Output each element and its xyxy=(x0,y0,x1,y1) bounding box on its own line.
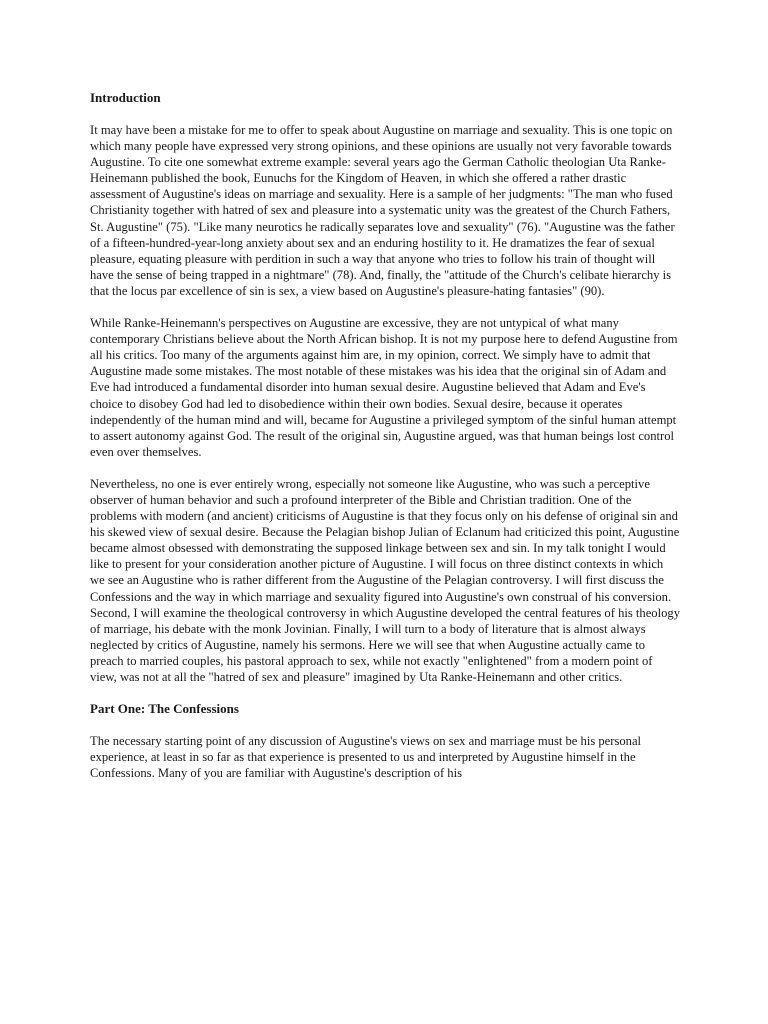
section-heading-part-one: Part One: The Confessions xyxy=(90,701,239,717)
document-page xyxy=(90,90,680,797)
paragraph-intro-1: It may have been a mistake for me to offer to speak about Augustine on marriage and sexuality. This is one topic on which many people have expressed very strong opinions, and these opinions are usually not very favorable towards Augustine. To cite one somewhat extreme example: several years ago the German Catholic theologian Uta Ranke-Heinemann published the book, Eunuchs for the Kingdom of Heaven, in which she offered a rather drastic assessment of Augustine's ideas on marriage and sexuality. Here is a sample of her judgments: "The man who fused Christianity together with hatred of sex and pleasure into a systematic unity was the greatest of the Church Fathers, St. Augustine" (75). "Like many neurotics he radically separates love and sexuality" (76). "Augustine was the father of a fifteen-hundred-year-long anxiety about sex and an enduring hostility to it. He dramatizes the fear of sexual pleasure, equating pleasure with perdition in such a way that anyone who tries to follow his train of thought will have the sense of being trapped in a nightmare" (78). And, finally, the "attitude of the Church's celibate hierarchy is that the locus par excellence of sin is sex, a view based on Augustine's pleasure-hating fantasies" (90). xyxy=(90,123,675,298)
paragraph-intro-2: While Ranke-Heinemann's perspectives on Augustine are excessive, they are not untypical of what many contemporary Christians believe about the North African bishop. It is not my purpose here to defend Augustine from all his critics. Too many of the arguments against him are, in my opinion, correct. We simply have to admit that Augustine made some mistakes. The most notable of these mistakes was his idea that the original sin of Adam and Eve had introduced a fundamental disorder into human sexual desire. Augustine believed that Adam and Eve's choice to disobey God had led to disobedience within their own bodies. Sexual desire, because it operates independently of the human mind and will, became for Augustine a privileged symptom of the sinful human attempt to assert autonomy against God. The result of the original sin, Augustine argued, was that human beings lost control even over themselves. xyxy=(90,316,678,459)
section-heading-introduction: Introduction xyxy=(90,90,161,105)
paragraph-intro-3: Nevertheless, no one is ever entirely wrong, especially not someone like Augustine, who was such a perceptive observer of human behavior and such a profound interpreter of the Bible and Christian tradition. One of the problems with modern (and ancient) criticisms of Augustine is that they focus only on his defense of original sin and his skewed view of sexual desire. Because the Pelagian bishop Julian of Eclanum had criticized this point, Augustine became almost obsessed with demonstrating the supposed linkage between sex and sin. In my talk tonight I would like to present for your consideration another picture of Augustine. I will focus on three distinct contexts in which we see an Augustine who is rather different from the Augustine of the Pelagian controversy. I will first discuss the Confessions and the way in which marriage and sexuality figured into Augustine's own construal of his conversion. Second, I will examine the theological controversy in which Augustine developed the central features of his theology of marriage, his debate with the monk Jovinian. Finally, I will turn to a body of literature that is almost always neglected by critics of Augustine, namely his sermons. Here we will see that when Augustine actually came to preach to married couples, his pastoral approach to sex, while not exactly "enlightened" from a modern point of view, was not at all the "hatred of sex and pleasure" imagined by Uta Ranke-Heinemann and other critics. xyxy=(90,476,680,684)
paragraph-part-one-1: The necessary starting point of any discussion of Augustine's views on sex and marriage must be his personal experience, at least in so far as that experience is presented to us and interpreted by Augustine himself in the Confessions. Many of you are familiar with Augustine's description of his xyxy=(90,734,642,781)
